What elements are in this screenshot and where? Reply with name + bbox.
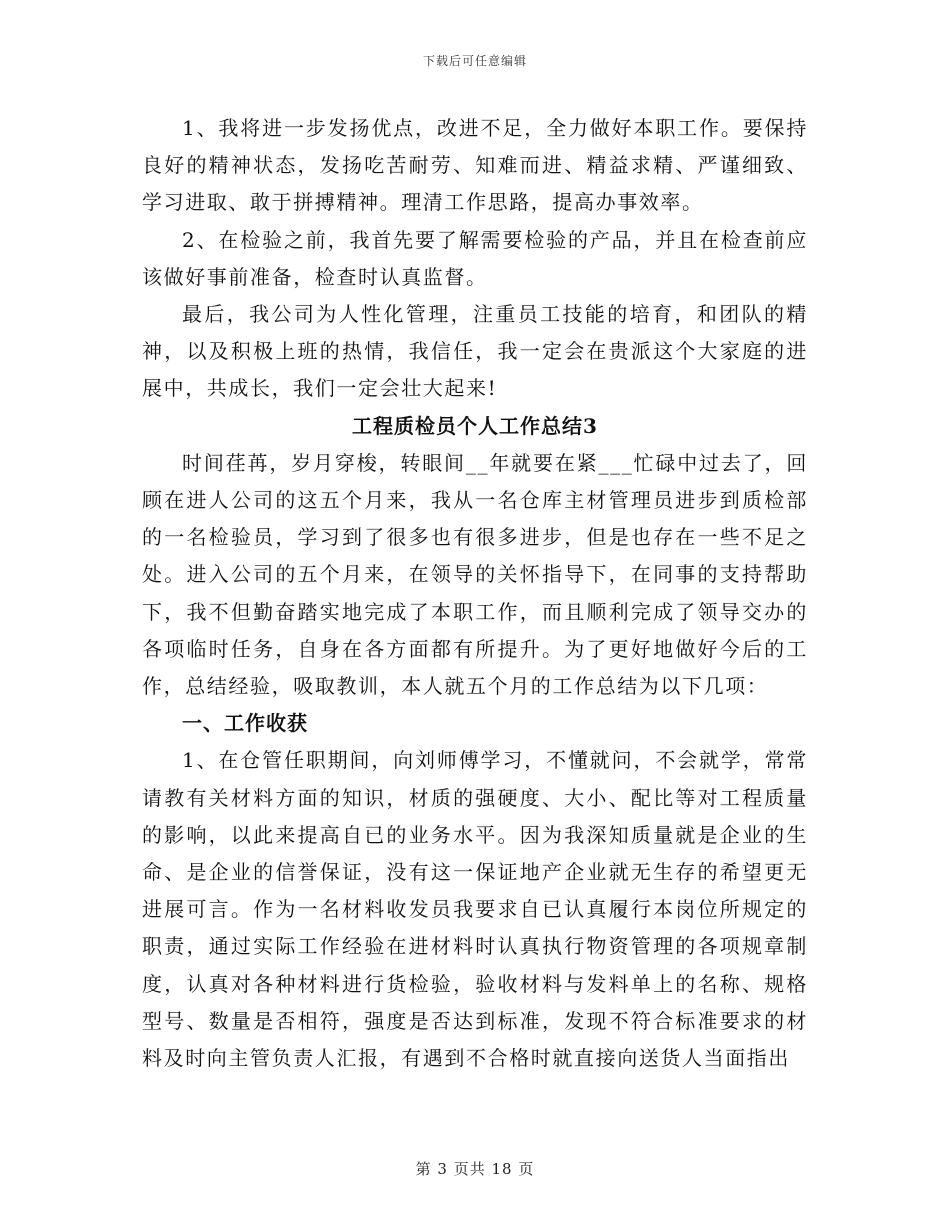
- page-header: 下载后可任意编辑: [422, 54, 527, 68]
- paragraph-4: 时间荏苒，岁月穿梭，转眼间__年就要在紧___忙碌中过去了，回顾在进人公司的这五个月来，我从一名仓库主材管理员进步到质检部的一名检验员，学习到了很多也有很多进步，但是也存在一些不足之处。进入公司的五个月来，在领导的关怀指导下，在同事的支持帮助下，我不但勤奋踏实地完成了本职工作，而且顺利完成了领导交办的各项临时任务，自身在各方面都有所提升。为了更好地做好今后的工作，总结经验，吸取教训，本人就五个月的工作总结为以下几项：: [142, 450, 808, 699]
- section-title: 工程质检员个人工作总结3: [352, 413, 598, 438]
- paragraph-3: 最后，我公司为人性化管理，注重员工技能的培育，和团队的精神，以及积极上班的热情，我信任，我一定会在贵派这个大家庭的进展中，共成长，我们一定会壮大起来!: [142, 302, 808, 401]
- paragraph-2: 2、在检验之前，我首先要了解需要检验的产品，并且在检查前应该做好事前准备，检查时认真监督。: [142, 227, 808, 289]
- section-heading: 一、工作收获: [182, 711, 308, 736]
- paragraph-5: 1、在仓管任职期间，向刘师傅学习，不懂就问，不会就学，常常请教有关材料方面的知识，材质的强硬度、大小、配比等对工程质量的影响，以此来提高自已的业务水平。因为我深知质量就是企业的生命、是企业的信誉保证，没有这一保证地产企业就无生存的希望更无进展可言。作为一名材料收发员我要求自已认真履行本岗位所规定的职责，通过实际工作经验在进材料时认真执行物资管理的各项规章制度，认真对各种材料进行货检验，验收材料与发料单上的名称、规格型号、数量是否相符，强度是否达到标准，发现不符合标准要求的材料及时向主管负责人汇报，有遇到不合格时就直接向送货人当面指出: [142, 748, 808, 1071]
- paragraph-1: 1、我将进一步发扬优点，改进不足，全力做好本职工作。要保持良好的精神状态，发扬吃苦耐劳、知难而进、精益求精、严谨细致、学习进取、敢于拼搏精神。理清工作思路，提高办事效率。: [142, 116, 808, 215]
- document-body: [142, 110, 808, 1077]
- page-footer: 第 3 页共 18 页: [415, 1160, 535, 1178]
